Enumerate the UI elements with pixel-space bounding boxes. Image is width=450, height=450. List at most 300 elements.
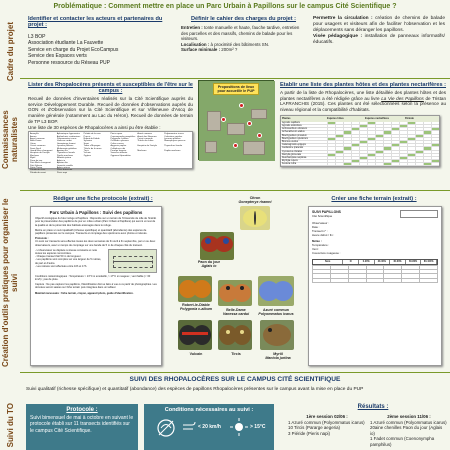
host-cell <box>415 157 423 159</box>
host-cell <box>359 122 367 124</box>
host-cell <box>343 135 351 137</box>
host-cell <box>335 163 343 165</box>
host-cell <box>423 144 431 146</box>
host-cell <box>359 131 367 133</box>
result-item: 1 Fadet commun (Coenonympha pamphilus) <box>370 436 435 447</box>
hosts-section <box>280 82 446 188</box>
host-cell <box>423 138 431 140</box>
species-name: Zygène <box>83 154 91 157</box>
host-cell <box>335 125 343 127</box>
butterfly-photo <box>200 232 234 260</box>
species-name: Thècle de la ronce <box>83 147 102 150</box>
host-cell <box>327 125 335 127</box>
host-cell <box>375 147 383 149</box>
host-cell <box>343 144 351 146</box>
host-plant-name: Deschampsia cespitosa <box>282 156 307 159</box>
host-cell <box>375 131 383 133</box>
host-cell <box>327 122 335 124</box>
fiche-section <box>302 196 446 370</box>
species-name: Argynnis paphia <box>110 145 127 148</box>
host-cell <box>383 163 391 165</box>
host-cell <box>399 160 407 162</box>
host-row <box>281 163 439 166</box>
host-cell <box>423 154 431 156</box>
host-cell <box>343 154 351 156</box>
hosts-table: Plantes Espèces hôtes Espèces nectarifères Période Agrostis capillaris Agrostis stolonifera Anthoxanthum odoratum Arrhenatherum elatius Brachypodium pinnatum Brachypodium sylvaticum Bromus erectus Calamagrostis epigejos Cardamine pratensis Cynosurus cristatus Dactylis glomerata Deschampsia cespitosa Elytrigia repens Festuca rubra <box>280 115 440 167</box>
host-cell <box>367 147 375 149</box>
actor-item: Service en charge du Projet EcoCampus <box>28 46 119 53</box>
species-name: Pieris napi <box>56 171 68 174</box>
host-cell <box>391 138 399 140</box>
list-section <box>28 82 193 188</box>
host-cell <box>335 122 343 124</box>
host-cell <box>415 160 423 162</box>
results-session-2: 2ème session 11/06 : 1 Azuré commun (Polyommatus icarus) 20aine chenilles Paon du jour (Aglais io) 1 Fadet commun (Coenonympha pamphilus) <box>370 414 447 447</box>
host-cell <box>415 141 423 143</box>
host-cell <box>375 144 383 146</box>
list-text: Recueil de données d'inventaires réalisés sur la Cité Scientifique auprès du service Développement Durable. Recueil de données d'observations auprès du GON et d'Observation sur la Cité Scientifique et sur Villeneuve d'Ascq de manière générale (notamment au Lac du Héron). Recueil de données de terrain de TP L3 BOP. <box>28 96 193 124</box>
host-cell <box>391 135 399 137</box>
host-cell <box>335 160 343 162</box>
host-cell <box>415 125 423 127</box>
host-cell <box>423 135 431 137</box>
species-name: Zygaena filipendulae <box>110 154 131 157</box>
species-name: Procris <box>83 135 91 138</box>
host-cell <box>335 147 343 149</box>
species-name: Papilio machaon <box>56 154 74 157</box>
host-cell <box>407 128 415 130</box>
species-name: Pieris rapae <box>110 133 123 136</box>
host-cell <box>367 135 375 137</box>
transect-diagram <box>108 249 157 273</box>
bullet-item: - Les relevés sont effectués entre 10h et 17h. <box>35 264 88 268</box>
host-cell <box>327 160 335 162</box>
map-pin <box>247 121 252 126</box>
host-cell <box>399 147 407 149</box>
host-cell <box>359 125 367 127</box>
host-cell <box>407 138 415 140</box>
host-cell <box>367 163 375 165</box>
host-cell <box>343 141 351 143</box>
butterfly-photo <box>218 320 252 350</box>
species-name: Tircis <box>83 150 89 153</box>
host-cell <box>431 154 439 156</box>
host-cell <box>431 147 439 149</box>
host-plant-name: Brachypodium sylvaticum <box>282 137 309 140</box>
actor-item: Personne ressource du Réseau PUP <box>28 59 110 66</box>
fiche-column-header: 60-80% <box>406 260 422 264</box>
problem-title: Problématique : Comment mettre en place un Parc Urbain à Papillons sur le campus Cité Scientifique ? <box>53 3 397 10</box>
divider <box>20 190 450 191</box>
host-cell <box>383 147 391 149</box>
host-cell <box>391 163 399 165</box>
host-cell <box>343 122 351 124</box>
host-cell <box>343 128 351 130</box>
host-cell <box>359 151 367 153</box>
host-cell <box>423 160 431 162</box>
host-cell <box>431 160 439 162</box>
host-cell <box>335 128 343 130</box>
host-cell <box>423 141 431 143</box>
host-cell <box>335 151 343 153</box>
species-name: Aphantopus hyperantus <box>56 133 80 136</box>
species-name: Sylvaine <box>83 140 92 143</box>
host-cell <box>407 131 415 133</box>
host-cell <box>423 125 431 127</box>
map-pin <box>257 133 262 138</box>
side-label-to: Suivi du TO <box>5 402 15 448</box>
host-cell <box>383 144 391 146</box>
host-cell <box>327 154 335 156</box>
host-cell <box>375 141 383 143</box>
host-cell <box>391 125 399 127</box>
species-name: Apatura iris <box>56 150 68 153</box>
species-name: Aglais io <box>56 159 66 162</box>
host-plant-name: Brachypodium pinnatum <box>282 134 307 137</box>
host-plant-name: Dactylis glomerata <box>282 153 301 156</box>
species-name: Maniola jurtina <box>56 157 72 160</box>
host-cell <box>375 154 383 156</box>
species-name: Piéride de la rave <box>83 133 101 136</box>
host-cell <box>431 151 439 153</box>
host-cell <box>335 154 343 156</box>
fiche-grid <box>312 265 438 283</box>
species-name: Robert-le-Diable <box>83 138 100 141</box>
host-cell <box>359 160 367 162</box>
host-cell <box>375 160 383 162</box>
host-cell <box>383 157 391 159</box>
side-label-creation: Création d'outils pratiques pour organiser le suivi <box>1 198 19 367</box>
host-cell <box>327 144 335 146</box>
actor-item: L3 BOP <box>28 34 46 40</box>
host-cell <box>391 128 399 130</box>
host-plant-name: Agrostis stolonifera <box>282 125 302 127</box>
species-table <box>28 131 193 174</box>
host-cell <box>359 141 367 143</box>
host-cell <box>431 163 439 165</box>
host-cell <box>431 131 439 133</box>
map-label: Propositions de lieux pour accueillir le PUP <box>213 83 259 95</box>
species-name: Callophrys rubi <box>110 147 126 150</box>
species-name: Amaryllis <box>30 133 39 136</box>
host-cell <box>407 144 415 146</box>
host-cell <box>343 151 351 153</box>
species-name: Thymelicus lineola <box>164 145 183 148</box>
host-cell <box>407 122 415 124</box>
species-name: Colias crocea <box>110 142 124 145</box>
host-cell <box>431 125 439 127</box>
host-cell <box>423 157 431 159</box>
host-cell <box>335 141 343 143</box>
species-name: Melanargia galathea <box>56 147 77 150</box>
butterfly-photo <box>260 320 294 350</box>
host-cell <box>399 131 407 133</box>
result-item: 10 Tircis (Pararge aegeria) <box>288 425 340 431</box>
host-cell <box>407 135 415 137</box>
host-cell <box>367 157 375 159</box>
host-cell <box>367 151 375 153</box>
species-column <box>137 133 164 174</box>
protocol-document: Parc Urbain à Papillons : Suivi des papillons Objectif écologique du futur refuge à Papillons : Répondre sur un terrain de l'Université de Lille de l'intérêt pour la préservation des papillons de jour en milieu urbain (Parc Urbain à Papillons) qui seront un test de la qualité et de la pérennité des habitats aménagés dans le refuge. Mettre en place un suivi qualitatif (richesse spécifique) et quantitatif (abondance) des espèces de papillons présentes sur le campus. Transects et comptage des spécimens avec photos et relevés. Protocole : Un suivi sur transects sera effectué toutes les deux semaines de fin avril à fin septembre, par un ou deux observateurs, avec un temps de comptage sur une bande de 5 m de chaque côté du transect. - L'observateur se déplace à vitesse constante et note toutes les espèces rencontrées. - Chaque transect fait 50 m de longueur. - Les papillons sont comptés sur une largeur de 5 mètres, de part et d'autre. - Les relevés sont effectués entre 10h et 17h. Conditions météorologiques : Température > 13°C si ensoleillé, > 17°C si nuageux ; vent faible (< 30 km/h) ; pas de pluie. Capture : Ne pas capturer les papillons, l'identification doit se faire à vue ou à partir de photographies. Les données seront saisies sur fiche terrain puis intégrées dans un tableur. Matériel nécessaire : fiche terrain, crayon, appareil photo, guide d'identification. <box>30 206 162 366</box>
host-cell <box>359 154 367 156</box>
species-name: Cuivré commun <box>30 145 46 148</box>
host-cell <box>415 135 423 137</box>
host-cell <box>351 138 359 140</box>
host-cell <box>399 154 407 156</box>
species-name: Gonepteryx rhamni <box>56 142 76 145</box>
host-plant-name: Festuca rubra <box>282 163 297 166</box>
species-name: Pararge aegeria <box>110 150 127 153</box>
host-cell <box>399 157 407 159</box>
host-cell <box>367 141 375 143</box>
host-cell <box>327 163 335 165</box>
host-cell <box>383 122 391 124</box>
host-cell <box>327 147 335 149</box>
host-cell <box>375 122 383 124</box>
species-name: Polyommatus icarus <box>164 133 184 136</box>
site-text: Entretien : tonte manuelle et haute, fauche tardive, entretien des parcelles et des massifs, chemins de balade pour les visiteurs. Localisation : à proximité des bâtiments SN. Surface minimale : 200m² ? <box>181 25 300 53</box>
host-cell <box>423 147 431 149</box>
species-name: Aurore <box>30 135 37 138</box>
host-cell <box>335 138 343 140</box>
bullet-item: - Chaque transect fait 50 m de longueur. <box>35 255 82 259</box>
host-cell <box>343 147 351 149</box>
species-name: Paon du jour <box>30 159 43 162</box>
host-cell <box>351 154 359 156</box>
host-cell <box>375 138 383 140</box>
host-cell <box>391 154 399 156</box>
species-name: Myrtil <box>30 157 36 160</box>
map-pin <box>233 143 238 148</box>
no-rain-icon <box>156 418 176 438</box>
bullet-item: - Les papillons sont comptés sur une largeur de 5 mètres, de part et d'autre. <box>35 258 102 265</box>
species-name: Petite Tortue <box>30 166 43 169</box>
host-cell <box>399 122 407 124</box>
hosts-text: A partir de la liste de Rhopalocères, une liste détaillée des plantes hôtes et des plantes nectarifères a été rédigée grâce au livre La Vie des Papillons de Tristan LAFRANCHIS (2015). Ces plantes ont été sélectionnées selon la présence au niveau régional et la compatibilité d'habitats. <box>280 90 446 113</box>
list-title: Lister des Rhopalocères présents et susceptibles de l'être sur le campus : <box>28 82 193 94</box>
host-cell <box>407 147 415 149</box>
species-column <box>57 133 84 174</box>
butterfly-gallery: Citron Gonepteryx rhamni Paon du jour Aglais io Robert-le-Diable Polygonia c-album Belle-Dame Vanessa cardui Azuré commun Polyommatus icarus Vulcain Tircis Myrtil Maniola jurtina <box>178 196 298 370</box>
host-cell <box>335 144 343 146</box>
host-cell <box>423 163 431 165</box>
to-subtitle: Suivi qualitatif (richesse spécifique) et quantitatif (abondance) des espèces de papillons Rhopalocères présentes sur le campus avant la mise en place du PUP <box>26 387 364 392</box>
fiche-column-header: N <box>343 260 359 264</box>
to-results: Résultats : <box>357 404 389 410</box>
species-name: Thècle du chêne <box>137 140 154 143</box>
host-cell <box>415 138 423 140</box>
host-cell <box>351 128 359 130</box>
host-cell <box>423 128 431 130</box>
butterfly-photo <box>178 320 212 350</box>
host-cell <box>391 141 399 143</box>
host-cell <box>415 131 423 133</box>
species-name: Papilio machaon <box>164 150 181 153</box>
list-footer: Une liste de 30 espèces de Rhopalocères a ainsi pu être établie : <box>28 124 161 130</box>
host-cell <box>415 151 423 153</box>
species-name: Grand Mars changeant <box>30 150 53 153</box>
host-plant-name: Anthoxanthum odoratum <box>282 128 308 131</box>
results-session-1: 1ère session 02/06 : 1 Azuré commun (Polyommatus icarus) 10 Tircis (Pararge aegeria) 3 Piéride (Pieris napi) <box>288 414 365 436</box>
host-cell <box>383 160 391 162</box>
host-cell <box>343 138 351 140</box>
host-cell <box>423 122 431 124</box>
host-cell <box>399 163 407 165</box>
host-cell <box>343 163 351 165</box>
host-cell <box>399 151 407 153</box>
species-name: Limenitis camilla <box>56 164 73 167</box>
species-name: Hespérie du Dactyle <box>30 152 50 155</box>
host-cell <box>375 135 383 137</box>
divider <box>20 372 450 373</box>
species-name: Demi-Deuil <box>30 147 41 150</box>
butterfly-photo <box>178 276 212 302</box>
host-cell <box>367 138 375 140</box>
to-protocol: Protocole : Suivi bimensuel de mai à octobre en suivant le protocole établi sur 11 transects identifiés sur le campus Cité Scientifique. <box>26 404 138 450</box>
host-cell <box>351 125 359 127</box>
to-title: SUIVI DES RHOPALOCÈRES SUR LE CAMPUS CITÉ SCIENTIFIQUE <box>129 376 341 383</box>
host-cell <box>367 144 375 146</box>
host-cell <box>383 138 391 140</box>
circulation-section: Permettre la circulation : création de chemins de balade pour usagers et visiteurs afin de faciliter l'observation et les déplacements sans déranger les papillons. Visée pédagogique : installation de panneaux informatifs/éducatifs. <box>313 16 445 45</box>
host-cell <box>407 163 415 165</box>
host-cell <box>359 163 367 165</box>
result-item: 1 Azuré commun (Polyommatus icarus) <box>288 419 365 425</box>
host-cell <box>367 154 375 156</box>
species-name: Belle-Dame <box>30 140 42 143</box>
host-cell <box>359 135 367 137</box>
host-cell <box>431 122 439 124</box>
host-cell <box>391 122 399 124</box>
species-name: Citron <box>30 142 36 145</box>
extract-section <box>28 196 178 370</box>
host-cell <box>359 138 367 140</box>
host-cell <box>407 160 415 162</box>
host-cell <box>391 160 399 162</box>
host-cell <box>351 151 359 153</box>
host-cell <box>407 157 415 159</box>
host-cell <box>399 128 407 130</box>
host-cell <box>415 122 423 124</box>
species-name: Anthocharis cardamines <box>56 135 81 138</box>
host-cell <box>415 144 423 146</box>
host-cell <box>351 131 359 133</box>
host-cell <box>423 151 431 153</box>
host-cell <box>423 131 431 133</box>
fiche-column-header: 40-60% <box>390 260 406 264</box>
host-cell <box>367 122 375 124</box>
host-cell <box>375 151 383 153</box>
species-name: Polyommatus icarus <box>56 138 77 141</box>
host-plant-name: Cynosurus cristatus <box>282 150 303 153</box>
host-cell <box>383 125 391 127</box>
host-cell <box>407 151 415 153</box>
host-cell <box>343 160 351 162</box>
host-cell <box>383 131 391 133</box>
host-cell <box>383 128 391 130</box>
species-name: Vanessa cardui <box>56 140 72 143</box>
host-cell <box>399 125 407 127</box>
actors-title: Identifier et contacter les acteurs et partenaires du projet : <box>28 16 163 28</box>
species-name: Celastrina argiolus <box>164 135 183 138</box>
species-name: Vanessa atalanta <box>110 152 128 155</box>
species-name: Ochlodes sylvanus <box>110 140 129 143</box>
host-cell <box>359 128 367 130</box>
host-plant-name: Elytrigia repens <box>282 160 298 163</box>
actor-item: Association étudiante La Fauvette <box>28 40 104 47</box>
divider <box>20 78 450 79</box>
species-name: Souci <box>83 142 90 145</box>
host-cell <box>391 131 399 133</box>
host-plant-name: Agrostis capillaris <box>282 121 300 124</box>
host-cell <box>335 131 343 133</box>
host-cell <box>383 154 391 156</box>
host-cell <box>351 135 359 137</box>
host-cell <box>375 125 383 127</box>
host-cell <box>391 144 399 146</box>
host-cell <box>359 157 367 159</box>
host-cell <box>399 144 407 146</box>
butterfly-photo <box>258 276 294 306</box>
host-cell <box>367 131 375 133</box>
fiche-column-header: 0-20% <box>359 260 375 264</box>
species-name: Cuivré commun <box>137 138 153 141</box>
species-name: Tabac d'Espagne <box>83 145 101 148</box>
host-cell <box>431 157 439 159</box>
species-name: Pieris brassicae <box>56 169 73 172</box>
host-cell <box>375 163 383 165</box>
to-conditions: Conditions nécessaires au suivi : < 20 km/h > 15°C <box>144 404 274 450</box>
host-cell <box>327 151 335 153</box>
host-cell <box>399 141 407 143</box>
host-cell <box>415 147 423 149</box>
host-cell <box>367 125 375 127</box>
host-cell <box>327 131 335 133</box>
species-name: Machaon <box>30 154 39 157</box>
host-cell <box>391 157 399 159</box>
host-cell <box>327 157 335 159</box>
host-cell <box>351 122 359 124</box>
map-pin <box>239 103 244 108</box>
host-cell <box>415 128 423 130</box>
host-cell <box>359 147 367 149</box>
host-cell <box>383 151 391 153</box>
actors-section <box>28 16 176 74</box>
host-cell <box>391 151 399 153</box>
host-cell <box>431 138 439 140</box>
host-cell <box>327 128 335 130</box>
species-name: Polygonia c-album <box>110 138 129 141</box>
species-name: Azuré commun <box>30 138 45 141</box>
extract-title: Rédiger une fiche protocole (extrait) : <box>53 196 153 202</box>
host-cell <box>351 141 359 143</box>
species-name: Hespérie du Dactyle <box>137 145 158 148</box>
species-name: Piéride du chou <box>30 169 46 172</box>
host-cell <box>383 141 391 143</box>
species-column <box>110 133 137 174</box>
host-cell <box>367 160 375 162</box>
map-pin <box>221 117 226 122</box>
species-name: Coenonympha pamphilus <box>110 135 136 138</box>
species-name: Lycaena phlaeas <box>164 138 181 141</box>
result-item: 20aine chenilles Paon du jour (Aglais io) <box>370 425 443 436</box>
host-cell <box>327 138 335 140</box>
result-item: 1 Azuré commun (Polyommatus icarus) <box>370 419 447 425</box>
host-cell <box>415 163 423 165</box>
species-name: Azuré commun <box>137 133 153 136</box>
actors-list <box>28 34 176 66</box>
host-cell <box>335 135 343 137</box>
